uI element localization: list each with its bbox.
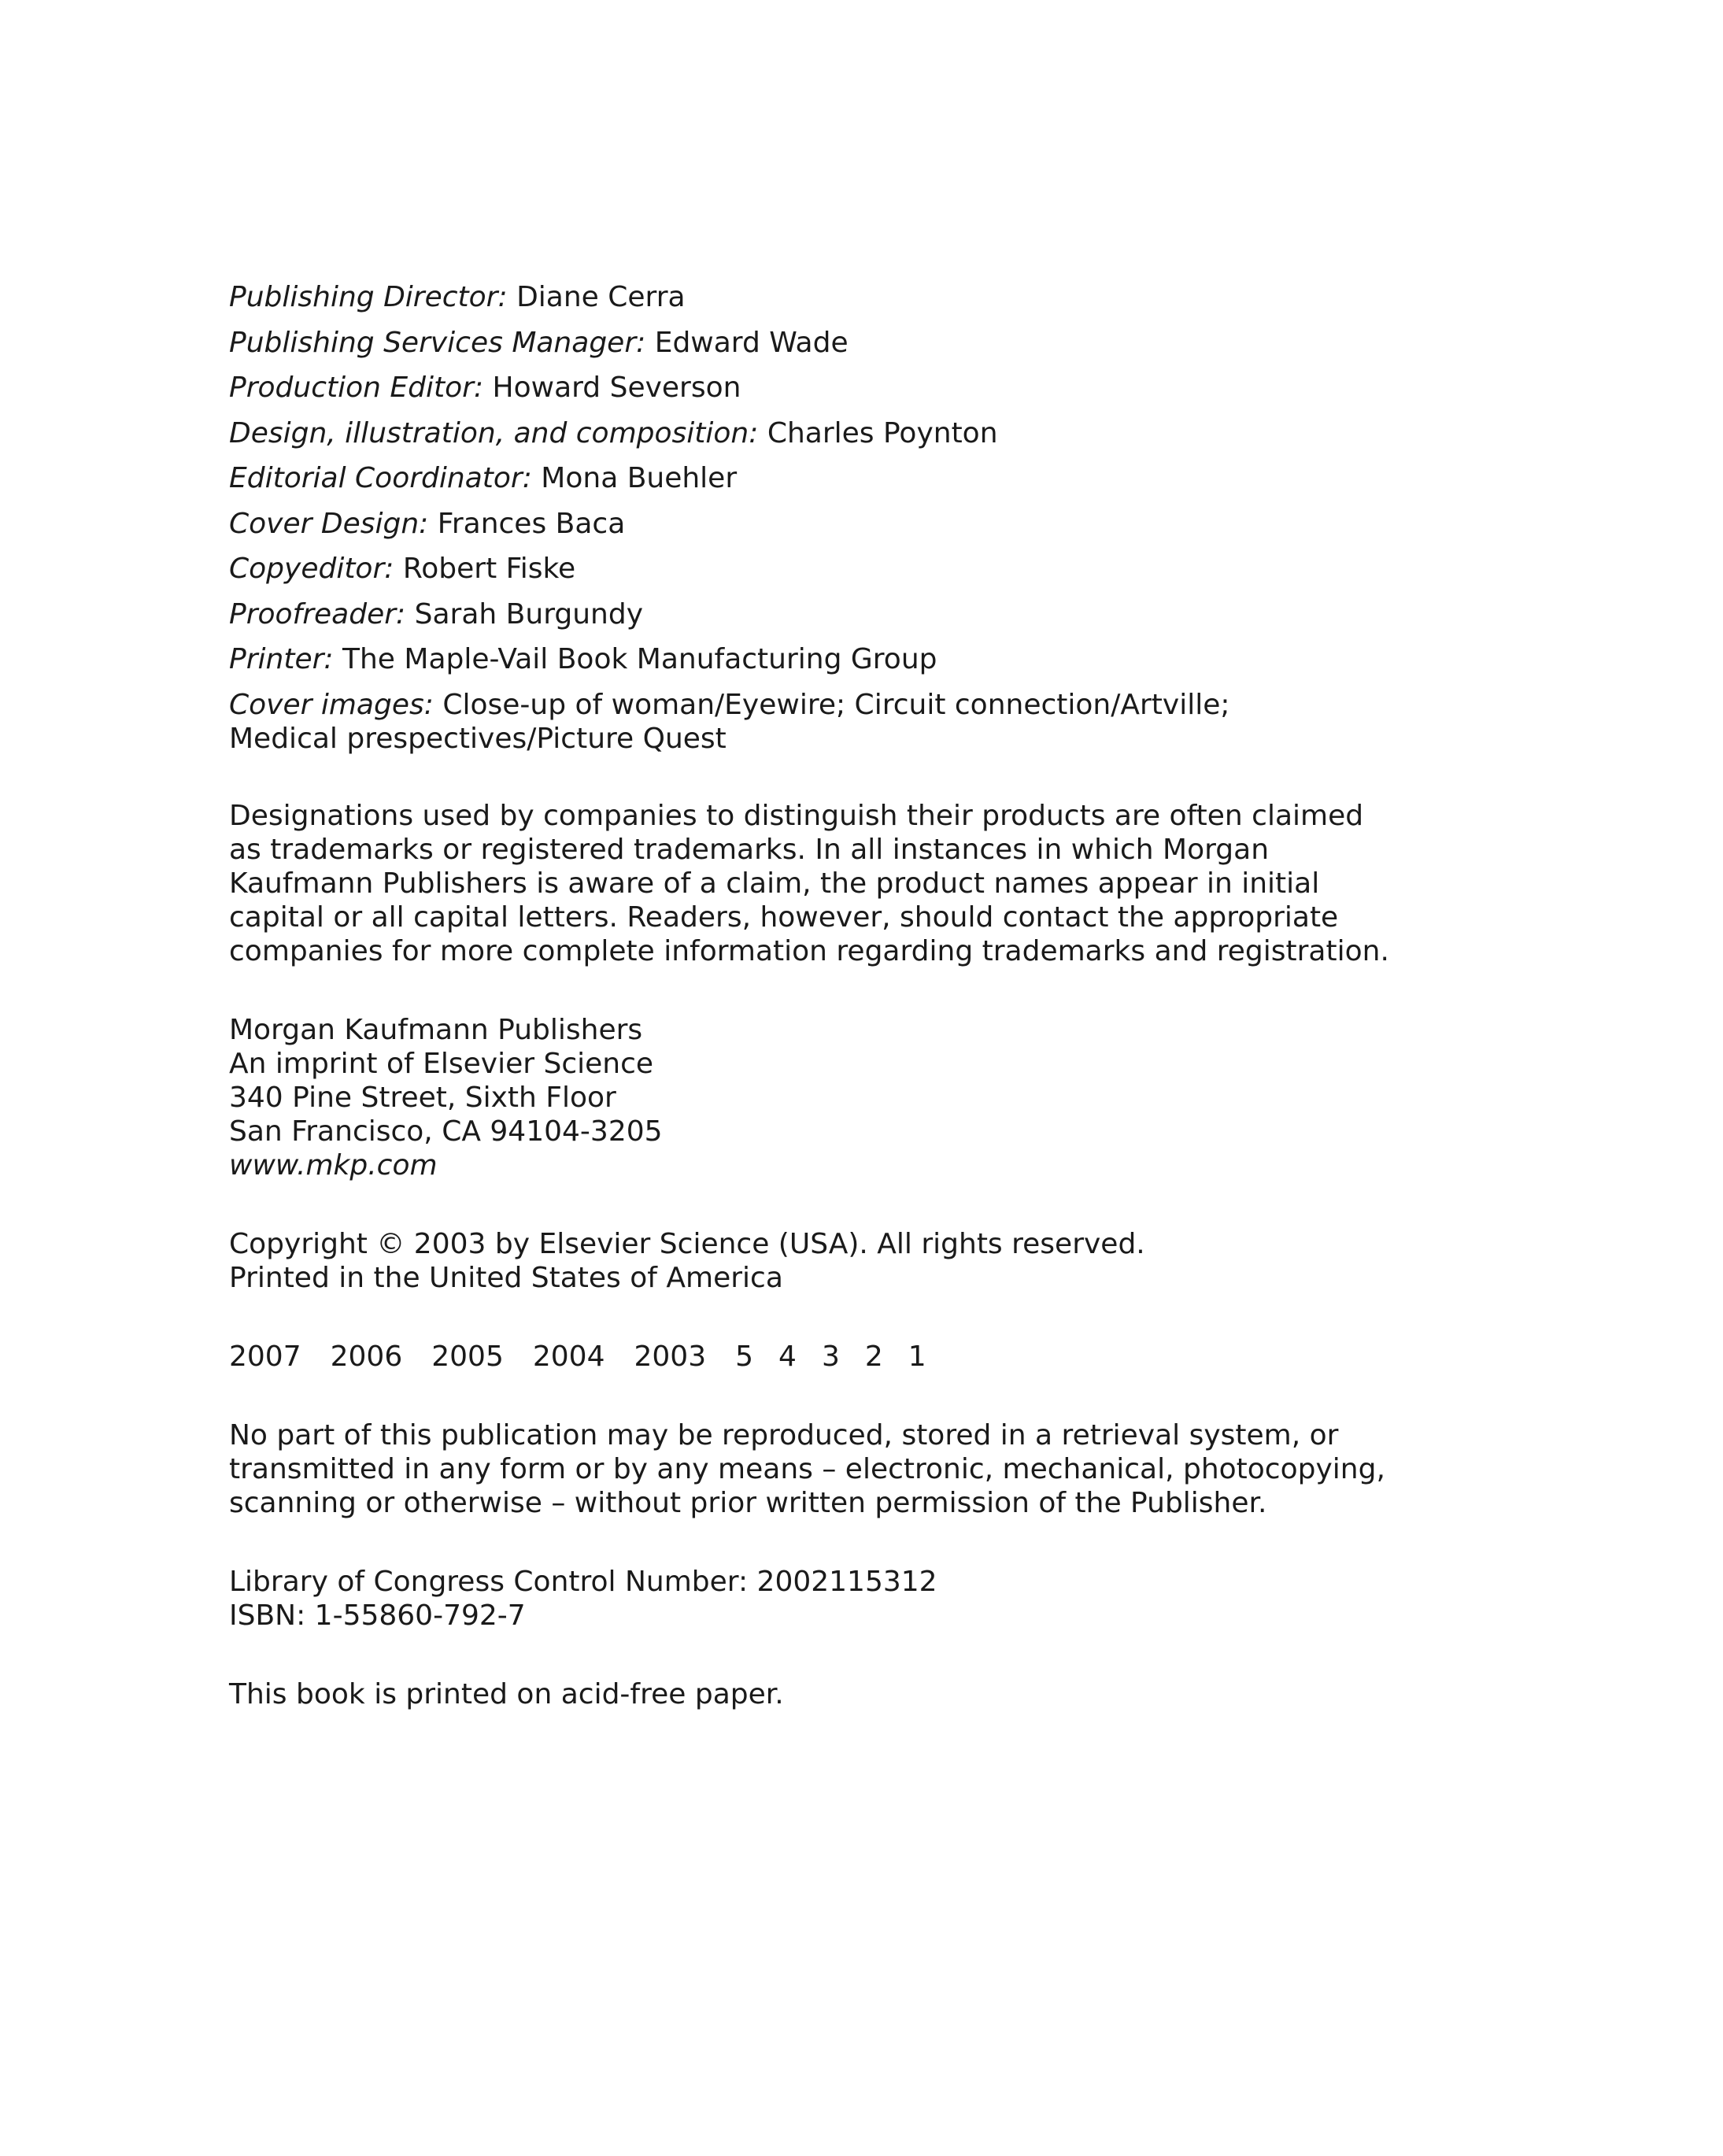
credit-role: Cover images: [229,688,434,721]
credit-value: Frances Baca [437,507,626,540]
credit-value: Charles Poynton [767,416,998,449]
catalog-info [229,1565,1457,1633]
credit-printer [229,642,1457,676]
publisher-street: 340 Pine Street, Sixth Floor [229,1081,616,1114]
credit-editorial-coordinator [229,461,1457,495]
credit-publishing-services-manager [229,326,1457,360]
trademark-line: companies for more complete information regarding trademarks and registration. [229,934,1389,967]
trademark-line: Kaufmann Publishers is aware of a claim, the product names appear in initial [229,867,1320,900]
credit-role: Publishing Services Manager: [229,326,646,359]
copyright-notice [229,1227,1457,1295]
credits-list [229,280,1457,756]
printing-year: 2007 [229,1340,301,1373]
printing-year: 2006 [330,1340,403,1373]
credit-role: Production Editor: [229,372,484,404]
printing-number: 2 [864,1340,883,1373]
printing-number: 1 [908,1340,926,1373]
credit-value-continued: Medical prespectives/Picture Quest [229,722,727,755]
credit-value: Diane Cerra [516,281,686,313]
isbn: ISBN: 1-55860-792-7 [229,1599,526,1632]
lccn: Library of Congress Control Number: 2002115312 [229,1565,937,1598]
publisher-city: San Francisco, CA 94104-3205 [229,1115,663,1148]
credit-proofreader [229,597,1457,631]
credit-value: Close-up of woman/Eyewire; Circuit connection/Artville; [442,688,1230,721]
credit-role: Design, illustration, and composition: [229,416,759,449]
trademark-line: Designations used by companies to distinguish their products are often claimed [229,799,1364,832]
trademark-notice [229,799,1457,968]
credit-design [229,416,1457,450]
credit-role: Copyeditor: [229,553,394,585]
trademark-line: capital or all capital letters. Readers, however, should contact the appropriate [229,900,1339,934]
credit-value: Robert Fiske [402,553,576,585]
credit-publishing-director [229,280,1457,314]
copyright-line: Copyright © 2003 by Elsevier Science (USA). All rights reserved. [229,1227,1145,1260]
credit-value: Howard Severson [492,372,741,404]
credit-value: Edward Wade [654,326,849,359]
publisher-imprint: An imprint of Elsevier Science [229,1047,654,1080]
credit-cover-images [229,688,1457,756]
paper-note [229,1677,1457,1711]
printing-year: 2003 [634,1340,707,1373]
permission-line: scanning or otherwise – without prior written permission of the Publisher. [229,1486,1267,1519]
publisher-website-link[interactable]: www.mkp.com [229,1148,438,1182]
printing-number: 4 [778,1340,797,1373]
printing-number: 5 [735,1340,754,1373]
publisher-address [229,1013,1457,1182]
credit-value: Mona Buehler [541,462,738,494]
permission-line: transmitted in any form or by any means – electronic, mechanical, photocopying, [229,1452,1385,1485]
copyright-page [229,280,1457,1711]
credit-cover-design [229,507,1457,541]
permission-notice [229,1418,1457,1520]
credit-role: Publishing Director: [229,281,508,313]
printing-year: 2005 [431,1340,504,1373]
credit-role: Cover Design: [229,507,429,540]
credit-role: Printer: [229,643,334,675]
printing-year: 2004 [532,1340,605,1373]
printed-in-line: Printed in the United States of America [229,1261,783,1294]
printing-line [229,1340,1457,1374]
credit-copyeditor [229,552,1457,586]
trademark-line: as trademarks or registered trademarks. In all instances in which Morgan [229,833,1270,866]
printing-number: 3 [821,1340,840,1373]
credit-role: Proofreader: [229,597,406,631]
credit-production-editor [229,371,1457,405]
credit-role: Editorial Coordinator: [229,462,532,494]
paper-note-text: This book is printed on acid-free paper. [229,1677,784,1710]
publisher-name: Morgan Kaufmann Publishers [229,1013,643,1046]
credit-value: The Maple-Vail Book Manufacturing Group [342,643,937,675]
credit-value: Sarah Burgundy [414,597,643,631]
permission-line: No part of this publication may be reproduced, stored in a retrieval system, or [229,1418,1339,1452]
